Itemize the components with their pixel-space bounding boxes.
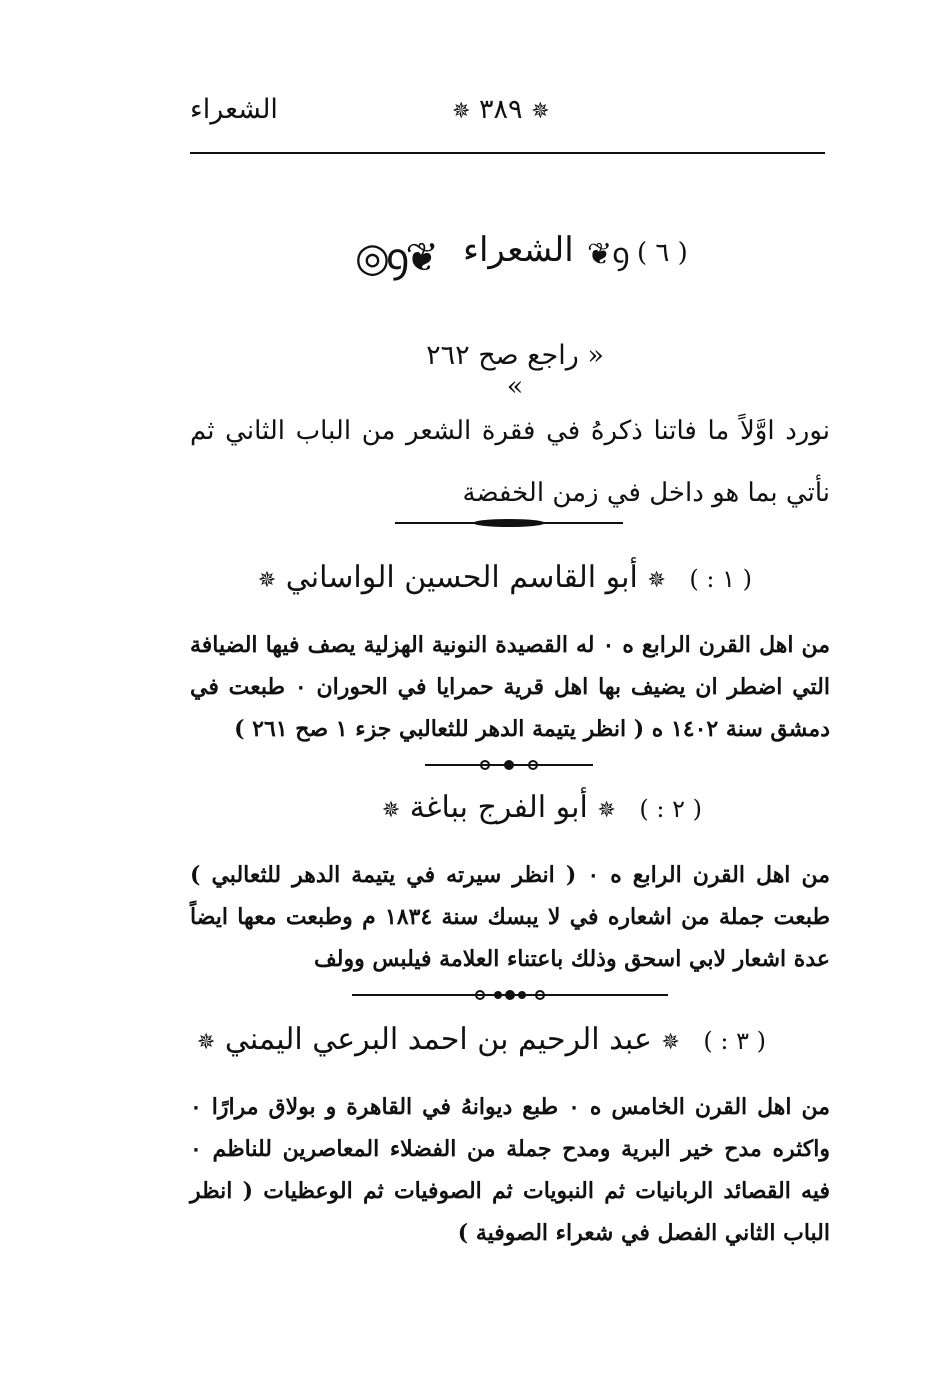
star-ornament-icon: ✵ — [196, 1030, 216, 1055]
section-divider — [352, 988, 668, 1002]
entry-body: من اهل القرن الرابع ه ٠ ( انظر سيرته في يتيمة الدهر للثعالبي ) طبعت جملة من اشعاره في لا يبسك سنة ١٨٣٤ م وطبعت معها ايضاً عدة اشعار لابي اسحق وذلك باعتناء العلامة فيلبس وولف — [190, 862, 830, 972]
entry-number: ( ١ : ) — [689, 565, 752, 593]
entry-number: ( ٢ : ) — [639, 795, 702, 823]
left-scroll-ornament-icon: ◎ꝯ❦ — [355, 235, 435, 281]
running-header-page — [452, 94, 550, 125]
chapter-heading — [355, 228, 715, 290]
intro-paragraph: نورد اوَّلاً ما فاتنا ذكرهُ في فقرة الشعر من الباب الثاني ثم نأتي بما هو داخل في زمن الخفضة — [190, 416, 830, 508]
entry-heading — [197, 1022, 766, 1057]
chapter-reference: « راجع صح ٢٦٢ » — [426, 340, 604, 402]
page-number: ٣٨٩ — [479, 94, 523, 125]
chapter-title: الشعراء — [463, 230, 574, 270]
star-ornament-icon: ✵ — [452, 99, 471, 124]
section-divider — [425, 758, 593, 772]
running-header-title: الشعراء — [190, 94, 278, 125]
entry-heading — [258, 560, 752, 595]
chapter-number: ( ٦ ) — [637, 238, 688, 268]
header-rule — [190, 152, 825, 154]
entry-body: من اهل القرن الرابع ه ٠ له القصيدة النونية الهزلية يصف فيها الضيافة التي اضطر ان يضيف بها اهل قرية حمرايا في الحوران ٠ طبعت في دمشق سنة ١٤٠٢ ه ( انظر يتيمة الدهر للثعالبي جزء ١ صح ٢٦١ ) — [190, 632, 830, 742]
entry-name: أبو الفرج بباغة — [409, 790, 588, 825]
star-ornament-icon: ✵ — [257, 568, 277, 593]
entry-number: ( ٣ : ) — [703, 1027, 766, 1055]
section-divider — [395, 516, 623, 530]
star-ornament-icon: ✵ — [647, 568, 666, 593]
star-ornament-icon: ✵ — [531, 99, 550, 124]
running-header — [190, 92, 825, 136]
entry-body: من اهل القرن الخامس ه ٠ طبع ديوانهُ في القاهرة و بولاق مرارًا ٠ واكثره مدح خير البرية ومدح جملة من الفضلاء المعاصرين للناظم ٠ فيه القصائد الربانيات ثم النبويات ثم الصوفيات ثم الوعظيات ( انظر الباب الثاني الفصل في شعراء الصوفية ) — [190, 1094, 831, 1246]
star-ornament-icon: ✵ — [661, 1030, 680, 1055]
star-ornament-icon: ✵ — [597, 798, 616, 823]
star-ornament-icon: ✵ — [381, 798, 401, 823]
entry-name: أبو القاسم الحسين الواساني — [285, 560, 638, 595]
right-scroll-ornament-icon: ❦ꝯ — [587, 237, 630, 272]
entry-name: عبد الرحيم بن احمد البرعي اليمني — [224, 1022, 652, 1057]
entry-heading — [382, 790, 702, 825]
